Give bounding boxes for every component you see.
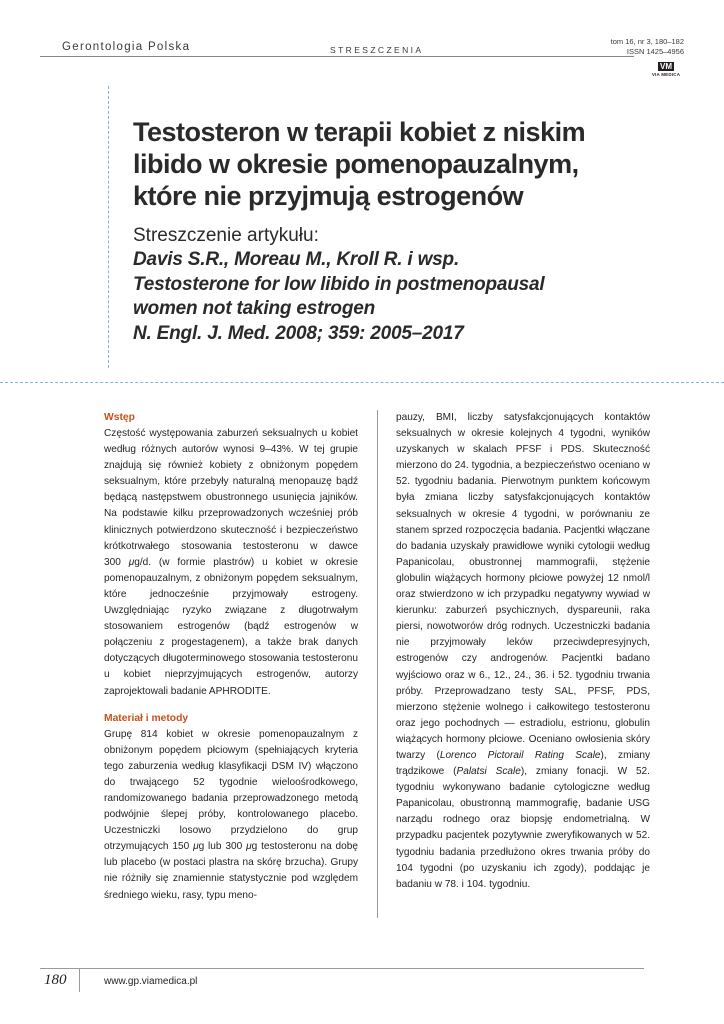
- article-reference: [133, 248, 545, 346]
- header-rule: [40, 56, 634, 57]
- reference-line: women not taking estrogen: [133, 298, 376, 319]
- col2-italic-2: Palatsi Scale: [456, 766, 521, 778]
- horizontal-dashed-rule: [0, 382, 724, 383]
- methods-continued-paragraph: [396, 410, 650, 893]
- col2-italic-1: Lorenco Pictorail Rating Scale: [439, 749, 601, 761]
- col2-text-b: ), zmiany trądzikowe (: [396, 749, 650, 778]
- title-line: które nie przyjmują estrogenów: [133, 181, 524, 211]
- vertical-dashed-rule: [108, 86, 109, 368]
- title-line: Testosteron w terapii kobiet z niskim: [133, 117, 586, 147]
- issn-line: ISSN 1425–4956: [626, 47, 684, 56]
- methods-text-c: g testosteronu na dobę lub placebo (w postaci plastra na skórę brzucha). Grupy nie różniły się znamiennie statystycznie pod względem średniego wieku, rasy, typu meno-: [104, 841, 358, 901]
- volume-info: [611, 37, 684, 57]
- section-label: STRESZCZENIA: [330, 45, 424, 55]
- intro-text-a: Częstość występowania zaburzeń seksualnych u kobiet według różnych autorów wynosi 9–43%. W tej grupie znajdują się również kobiety z obniżonym popędem seksualnym, które przebyły naturalną menopauzę bądź będącą następstwem obustronnego usunięcia jajników. Na podstawie kilku przeprowadzonych wcześniej prób klinicznych potwierdzono skuteczność i bezpieczeństwo krótkotrwałego stosowania testosteronu w dawce 300: [104, 428, 358, 568]
- methods-mu-1: μ: [193, 841, 199, 853]
- footer-divider: [79, 968, 80, 992]
- journal-name: Gerontologia Polska: [62, 41, 191, 53]
- methods-text-b: g lub 300: [198, 841, 243, 853]
- intro-mu: μ: [128, 556, 135, 568]
- methods-text-a: Grupę 814 kobiet w okresie pomenopauzalnym z obniżonym popędem płciowym (spełniających kryteria tego zaburzenia według klasyfikacji DSM IV) włączono do trwającego 52 tygodnie wieloośrodkowego, randomizowanego badania przeprowadzonego metodą podwójnie ślepej próby, kontrolowanego placebo. Uczestniczki losowo przydzielono do grup otrzymujących 150: [104, 728, 358, 853]
- intro-text-b: g/d. (w formie plastrów) u kobiet w okresie pomenopauzalnym, z obniżonym popędem seksualnym, które jednocześnie przyjmowały estrogeny. Uwzględniając ryzyko związane z długotrwałym stosowaniem estrogenów (bądź estrogenów w połączeniu z progestagenem), a także brak danych dotyczących długoterminowego stosowania testosteronu u kobiet nieprzyjmujących estrogenów, autorzy zaprojektowali badanie APHRODITE.: [104, 556, 359, 697]
- body-column-right: [396, 410, 650, 893]
- body-column-left: [104, 410, 358, 904]
- col2-text-a: pauzy, BMI, liczby satysfakcjonujących kontaktów seksualnych w okresie kolejnych 4 tygodni, wyników uzyskanych w skalach PFSF i PDS. Skuteczność mierzono do 24. tygodnia, a bezpieczeństwo oceniano w 52. tygodniu badania. Pierwotnym punktem końcowym była zmiana liczby satysfakcjonujących kontaktów seksualnych w okresie 4 tygodni, w porównaniu ze stanem sprzed rozpoczęcia badania. Pacjentki włączane do badania uzyskały prawidłowe wyniki cytologii według Papanicolau, obustronnej mammografii, stężenie globulin wiążących hormony płciowe powyżej 12 nmol/l oraz stwierdzono w ich przypadku negatywny wywiad w kierunku: zaburzeń psychicznych, dyspareunii, raka piersi, nowotworów dróg rodnych. Uczestniczki badania nie przyjmowały leków przeciwdepresyjnych, estrogenów czy androgenów. Pacjentki badano wyjściowo oraz w 6., 12., 24., 36. i 52. tygodniu trwania próby. Przeprowadzano testy SAL, PFSF, PDS, mierzono stężenie wolnego i całkowitego testosteronu oraz jego pochodnych — estradiolu, estrionu, globulin wiążących hormony płciowe. Oceniano owłosienia skóry twarzy (: [396, 412, 650, 761]
- column-divider: [377, 410, 378, 918]
- reference-line: N. Engl. J. Med. 2008; 359: 2005–2017: [133, 322, 464, 344]
- methods-mu-2: μ: [246, 841, 252, 853]
- intro-paragraph: [104, 426, 358, 700]
- reference-line: Davis S.R., Moreau M., Kroll R. i wsp.: [133, 249, 460, 270]
- section-heading-intro: Wstęp: [104, 412, 135, 423]
- volume-line: tom 16, nr 3, 180–182: [610, 37, 684, 46]
- logo-mark: VM: [660, 62, 672, 71]
- title-line: libido w okresie pomenopauzalnym,: [133, 149, 579, 179]
- col2-text-c: ), zmiany fonacji. W 52. tygodniu wykonywano badanie cytologiczne według Papanicolau, obustronną mammografię, badanie USG narządu rodnego oraz biopsję endometrialną. W przypadku pacjentek pozytywnie zweryfikowanych w 52. tygodniu badania przedłużono okres trwania próby do 104 tygodni (po uzyskaniu ich zgody), poddając je badaniu w 78. i 104. tygodniu.: [396, 766, 650, 890]
- footer-rule: [40, 968, 644, 969]
- logo-text: VIA MEDICA: [651, 72, 681, 77]
- section-heading-methods: Materiał i metody: [104, 712, 189, 724]
- subtitle-label: Streszczenie artykułu:: [133, 225, 319, 246]
- journal-url[interactable]: www.gp.viamedica.pl: [104, 976, 198, 987]
- reference-line: Testosterone for low libido in postmenopausal: [133, 273, 545, 295]
- page-number: 180: [44, 972, 67, 988]
- article-title: [133, 116, 693, 212]
- publisher-logo: [650, 62, 682, 78]
- methods-paragraph: [104, 727, 358, 904]
